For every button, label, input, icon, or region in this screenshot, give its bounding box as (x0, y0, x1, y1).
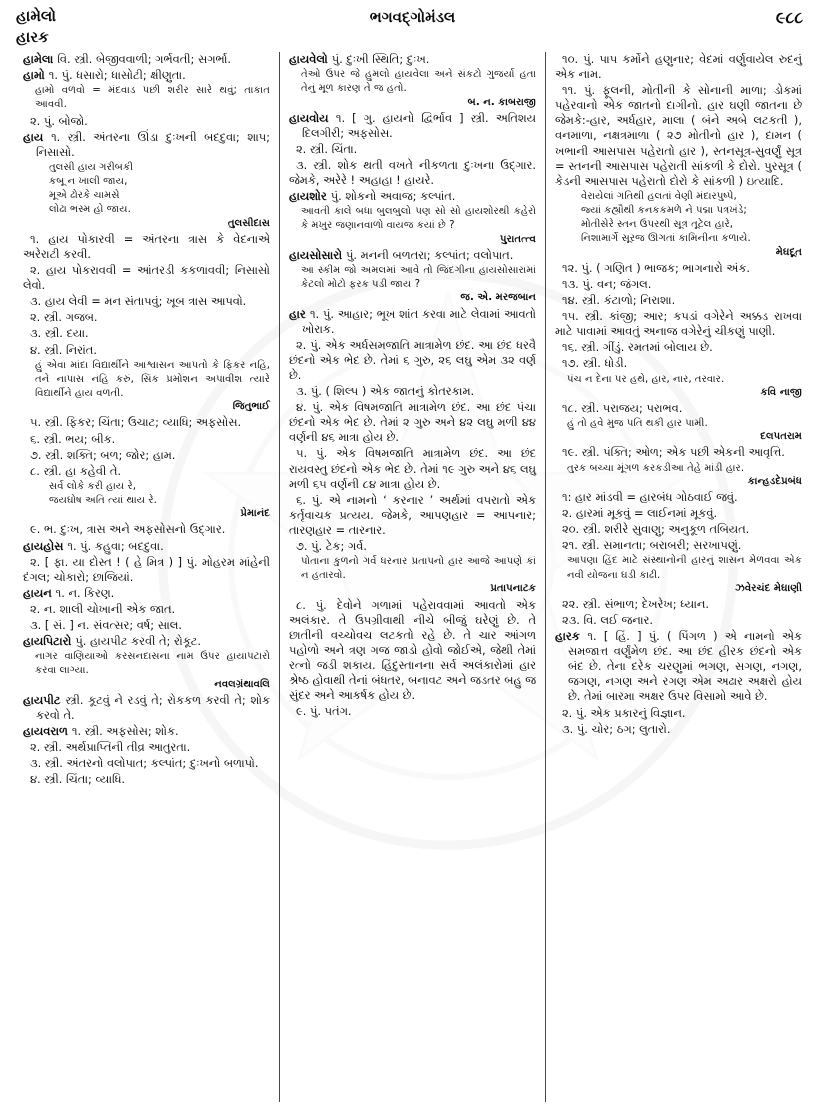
quotation-text: પંચ ન દેના પર હથે, હાર, નાર, તરવાર. (567, 373, 725, 385)
prose-quotation (23, 650, 270, 692)
verse-line: તુલસી હાય ગરીબકી (49, 161, 134, 173)
dictionary-entry (23, 586, 270, 601)
quotation-text: હું તો હવે મુજ પતિ થકી હાર પામી. (567, 418, 708, 430)
sense-definition (289, 493, 536, 538)
sense-text: ૩. [ સં. ] ન. સંવત્સર; વર્ષ; સાલ. (30, 618, 182, 632)
column-2 (279, 52, 545, 1102)
entry-headword: હામો (23, 68, 49, 83)
sense-definition (555, 722, 802, 737)
sense-definition (555, 401, 802, 416)
sense-text: ૩. પું. ( શિલ્પ ) એક જાતનું કોતરકામ. (296, 384, 475, 399)
entry-definition: ૧. સ્ત્રી. અંતરના ઊંડા દુઃખની બદદુવા; શાપ; નિસાસો. (36, 129, 270, 159)
sense-text: ૨. પું. બોજો. (30, 113, 88, 128)
column-1 (14, 52, 279, 1102)
sense-text: ૧૦. પું. પાપ કર્મોને હણુનાર; વેદમાં વર્ણુવાયેલ રુદનું એક નામ. (555, 52, 802, 82)
sense-text: ૧૯. સ્ત્રી. પંક્તિ; ઓળ; એક પછી એકની આવૃત્તિ. (562, 445, 785, 460)
sense-text: ૫. પું. એક વિષમજાતિ માત્રામેળ છંદ. આ છંદ રાયવસ્તુ છંદનો એક ભેદ છે. તેમાં ૧૯ ગુરુ અને ૪૬ લઘુ મળી ૬૫ વર્ણની ૮૪ માત્રા હોય છે. (289, 446, 536, 491)
sense-text: ૮. સ્ત્રી. હા કહેવી તે. (30, 463, 122, 478)
sense-text: ૧૮. સ્ત્રી. પરાજય; પરાભવ. (562, 400, 683, 415)
sense-text: ૧૫. સ્ત્રી. કાંજી; આર; કપડાં વગેરેને અક્કડ રાખવા માટે પાવામાં આવતું અનાજ વગેરેનું ચીકણું પાણી. (555, 309, 802, 339)
verse-line: મોતીસેરે સ્તન ઉપરથી સૂત્ર તૂટેલ હારે, (581, 219, 733, 231)
sense-definition (23, 294, 270, 309)
sense-definition (289, 446, 536, 491)
sense-text: ૯. પું. પતંગ. (296, 704, 352, 719)
sense-definition (23, 740, 270, 755)
sense-definition (289, 142, 536, 157)
prose-quotation (289, 555, 536, 597)
quotation-text: પોતાના કુળનો ગર્વ ધરનાર પ્રતાપનો હાર આજે આપણે કાં ન હતારવો. (301, 556, 536, 582)
verse-line: લોઢા ભસ્મ હો જાય. (49, 204, 131, 216)
sense-definition (555, 613, 802, 628)
sense-text: ૧: હાર માંડવી = હારબંધ ગોઠવાઈ જવું. (562, 489, 738, 504)
sense-definition (23, 432, 270, 447)
quotation-text: આ સ્કીમ જો અમલમાં આવે તો જિંદગીના હાયસોસારામાં કેટલો મોટો ફરક પડી જાય ? (301, 264, 536, 291)
sense-definition (23, 522, 270, 537)
entry-headword: હાયવરાળ (23, 723, 72, 738)
quotation-attribution: તુલસીદાસ (227, 217, 270, 229)
entry-definition: પું. હાયપીટ કરવી તે; રોકૂટ. (75, 634, 202, 649)
entry-definition: ૧. પું. ધસારો; ધાસોટી; ક્ષીણુતા. (48, 68, 186, 83)
dictionary-entry (289, 307, 536, 337)
quotation-text: આપણા હિંદ માટે સંસ્થાનોની હારનું શાસન મેળવવા એક નવી યોજના ઘડી કાઢી. (567, 555, 802, 581)
dictionary-entry (23, 693, 270, 723)
sense-definition (23, 415, 270, 430)
sense-text: ૧. હાય પોકારવી = અંતરના ત્રાસ કે વેદનાએ અરેરાટી કરવી. (23, 231, 270, 261)
entry-headword: હાર (289, 306, 310, 321)
sense-definition (289, 539, 536, 554)
sense-definition (555, 490, 802, 505)
entry-definition: ૧. [ ગુ. હાયનો દ્વિર્ભાવ ] સ્ત્રી. અતિશય દિલગીરી; અફસોસ. (302, 110, 536, 140)
entry-definition: પું. દુઃખી સ્થિતિ; દુઃખ. (331, 52, 430, 66)
quotation-attribution: કવિ નાજી (760, 386, 802, 398)
sense-definition (289, 598, 536, 704)
sense-definition (555, 706, 802, 721)
sense-definition (555, 309, 802, 339)
sense-definition (23, 114, 270, 129)
sense-definition (555, 293, 802, 308)
sense-text: ૭. પું. ટેક; ગર્વ. (296, 538, 367, 553)
sense-text: ૨. પું. એક પ્રકારનું વિજ્ઞાન. (562, 705, 686, 720)
running-head-left-line2: હારક (16, 28, 49, 46)
prose-quotation (555, 554, 802, 596)
sense-definition (289, 704, 536, 719)
sense-text: ૨૦. સ્ત્રી. શરીરે સુવાણુ; અનુકૂળ તબિયત. (562, 522, 750, 537)
entry-headword: હાયપીટ (23, 692, 66, 707)
quotation-attribution: મેઘદૂત (775, 246, 802, 258)
sense-text: ૧૨. પું. ( ગણિત ) ભાજક; ભાગનારો અંક. (562, 260, 750, 275)
quotation-attribution: જ. એ. મરજબાન (460, 292, 536, 304)
entry-definition: ૧. ન. કિરણ. (55, 585, 115, 600)
sense-definition (555, 83, 802, 189)
sense-text: ૨. ન. શાલી ચોખાની એક જાત. (30, 601, 176, 616)
sense-text: ૨. સ્ત્રી. ચિંતા. (296, 141, 358, 156)
sense-text: ૧૪. સ્ત્રી. કંટાળો; નિરાશા. (562, 293, 676, 308)
sense-definition (555, 597, 802, 612)
sense-text: ૬. સ્ત્રી. ભય; બીક. (30, 431, 116, 446)
sense-definition (555, 506, 802, 521)
sense-text: ૨૨. સ્ત્રી. સંભાળ; દેખરેખ; ધ્યાન. (562, 596, 709, 611)
entry-definition: સ્ત્રી. કૂટવું ને રડવું તે; રોકકળ કરવી તે; શોક કરવો તે. (36, 692, 271, 722)
sense-text: ૨. સ્ત્રી. ગજબ. (30, 310, 98, 325)
prose-quotation (23, 359, 270, 415)
sense-text: ૨. હાય પોકરાવવી = આંતરડી કકળાવવી; નિસાસો લેવો. (23, 263, 270, 293)
quotation-attribution: ઝવેરચંદ મેઘાણી (735, 582, 802, 594)
quotation-attribution: નવલગ્રંથાવલિ (214, 678, 270, 690)
column-container (14, 52, 811, 1102)
sense-definition (23, 310, 270, 325)
sense-definition (555, 356, 802, 371)
sense-definition (23, 602, 270, 617)
entry-definition: પું. મનની બળતરા; કલ્પાંત; વલોપાત. (346, 247, 514, 262)
sense-text: ૧૩. પું. વન; જંગલ. (562, 276, 652, 291)
entry-definition: પું. શોકનો અવાજ; કલ્પાંત. (330, 189, 456, 204)
sense-text: ૪. સ્ત્રી. ચિંતા; વ્યાધિ. (30, 772, 126, 787)
dictionary-entry (289, 248, 536, 263)
quotation-attribution: પ્રેમાનંદ (240, 508, 270, 520)
prose-quotation (555, 417, 802, 444)
sense-definition (555, 340, 802, 355)
entry-headword: હાયહોસ (23, 538, 68, 553)
sense-definition (289, 400, 536, 445)
dictionary-entry (23, 68, 270, 83)
quotation-text: તેઓ ઉપર જે હુમલો હાયવેલા અને સંકટો ગુજર્યા હતા તેનું મૂળ કારણ તે જ હતો. (301, 69, 536, 95)
quotation-text: નાગર વાણિયાઓ કરસનદાસના નામ ઉપર હાયાપટારો કરવા લાગ્યા. (35, 651, 270, 677)
quotation-text: આવતી કાલે બધા બુલબુલો પણ સો સો હાયશોરથી કહેરો કે મખુર જણાનવાળો વાયજ કયાં છે ? (301, 206, 536, 232)
quotation-attribution: જિતુભાઈ (232, 401, 270, 413)
sense-text: ૭. સ્ત્રી. શક્તિ; બળ; જોર; હામ. (30, 447, 176, 462)
dictionary-entry (23, 539, 270, 554)
running-head-left-line1: હામેલો (16, 7, 57, 25)
sense-text: ૪. પું. એક વિષમજાતિ માત્રામેળ છંદ. આ છંદ પંચા છંદનો એક ભેદ છે. તેમાં ૨ ગુરુ અને ૪૨ લઘુ મળી ૪૪ વર્ણની ૪૬ માત્રા હોય છે. (289, 400, 536, 445)
dictionary-entry (289, 111, 536, 141)
entry-definition: ૧. પું. આહાર; ભૂખ શાંત કરવા માટે લેવામાં આવતો ખોરાક. (302, 306, 537, 336)
entry-headword: હાયવોય (289, 110, 336, 125)
sense-text: ૩. હાય લેવી = મન સંતાપવું; ખૂબ ત્રાસ આપવો. (30, 294, 247, 309)
quotation-attribution: પ્રતાપનાટક (490, 583, 536, 595)
sense-definition (289, 338, 536, 383)
sense-definition (555, 538, 802, 553)
dictionary-entry (289, 189, 536, 204)
prose-quotation (289, 68, 536, 110)
sense-text: ૩. સ્ત્રી. અંતરનો વલોપાત; કલ્પાંત; દુઃખનો બળાપો. (30, 756, 259, 771)
entry-headword: હારક (555, 629, 588, 644)
page-number: ૯૮૮ (775, 8, 803, 27)
entry-headword: હામેલા (23, 52, 58, 66)
sense-definition (289, 384, 536, 399)
sense-text: ૨. સ્ત્રી. અર્થપ્રાપ્તિની તીવ્ર આતુરતા. (30, 740, 191, 755)
quotation-attribution: કાન્હડદેપ્રબંધ (747, 475, 802, 487)
sense-definition (555, 445, 802, 460)
verse-line: મૂએ ઢોરકે ચામસે (49, 190, 120, 202)
column-3 (545, 52, 811, 1102)
sense-definition (23, 756, 270, 771)
sense-text: ૬. પું. એ નામનો ‘ કરનાર ’ અર્થમાં વપરાતો એક કર્તૃવાચક પ્રત્યય. જેમકે, આપણહાર = આપનાર; તારણહાર = તારનાર. (289, 492, 536, 537)
prose-quotation (23, 84, 270, 112)
book-title: ભગવદ્ગોમંડલ (369, 8, 456, 26)
sense-text: ૨૧. સ્ત્રી. સમાનતા; બરાબરી; સરખાપણું. (562, 538, 742, 553)
sense-definition (555, 52, 802, 82)
sense-definition (23, 232, 270, 262)
sense-text: ૩. સ્ત્રી. શોક થતી વખતે નીકળતા દુઃખના ઉદ્ગાર. જેમકે, અરેરે ! અહાહા ! હાયરે. (289, 157, 536, 188)
quotation-text: હું એવા માંદા વિદ્યાર્થીને આશ્વાસન આપતો કે ફિકર નહિ, તને નાપાસ નહિ કરું, સિંક પ્રમોશન અપાવીશ ત્યારે વિદ્યાર્થીને હાય વળતી. (35, 359, 270, 400)
sense-text: ૩. પું. ચોર; ઠગ; લુતારો. (562, 721, 671, 736)
sense-text: ૯. ભ. દુઃખ, ત્રાસ અને અફસોસનો ઉદ્ગાર. (30, 522, 226, 537)
verse-line: નિશામાર્ગે સૂરજ ઊગતાં કામિનીના કળાયે. (581, 233, 751, 245)
sense-definition (23, 772, 270, 787)
entry-definition: વિ. સ્ત્રી. બેજીવવાળી; ગર્ભવતી; સગર્ભા. (57, 52, 232, 66)
verse-line: વેરાયેલાં ગતિથી હલતાં વેણી મંદારપુષ્પે, (581, 190, 737, 202)
verse-line: કબૂ ન ખાલી જાય, (49, 176, 128, 188)
dictionary-entry (555, 629, 802, 704)
prose-quotation (555, 373, 802, 400)
sense-definition (23, 555, 270, 585)
dictionary-entry (23, 130, 270, 160)
sense-text: ૨. હારમાં મૂકવું = લાઈનમાં મૂકવું. (562, 506, 718, 521)
sense-text: ૨. પું. એક અર્ધસમજાતિ માત્રામેળ છંદ. આ છંદ ધરવૈ છંદનો એક ભેદ છે. તેમાં ૬ ગુરુ, ૨૬ લઘુ એમ ૩૨ વર્ણ છે. (289, 337, 536, 382)
verse-quotation (555, 190, 802, 260)
sense-text: ૨. [ ફા. યા દોસ્ત ! ( હે મિત્ર ) ] પું. મોહરમ માંહેની દંગલ; ચોકારો; છાજિયાં. (23, 554, 270, 584)
sense-definition (23, 343, 270, 358)
dictionary-entry (23, 634, 270, 649)
sense-definition (289, 158, 536, 188)
quotation-text: હામો વળવો = મંદવાડ પછી શરીર સારે થવું; તાકાત આવવી. (35, 85, 270, 111)
sense-definition (555, 522, 802, 537)
prose-quotation (555, 462, 802, 489)
entry-headword: હાયન (23, 585, 56, 600)
quotation-attribution: બ. ન. કાબરાજી (467, 96, 536, 108)
sense-definition (555, 277, 802, 292)
verse-line: જયઘોષ અતિ ત્યાં થાય રે. (49, 495, 157, 507)
entry-headword: હાયશોર (289, 189, 331, 204)
quotation-attribution: પુરાતત્ત્વ (500, 233, 536, 245)
verse-quotation (23, 480, 270, 522)
sense-definition (23, 263, 270, 293)
running-head (0, 6, 825, 52)
sense-definition (23, 326, 270, 341)
entry-headword: હાય (23, 129, 52, 144)
quotation-attribution: દલપતરામ (760, 431, 802, 443)
prose-quotation (289, 205, 536, 247)
dictionary-entry (289, 52, 536, 67)
sense-text: ૧૬. સ્ત્રી. ગીંડું. રમતમાં બોલાય છે. (562, 340, 713, 355)
sense-text: ૨૩. વિ. લઈ જનાર. (562, 613, 654, 627)
verse-line: સર્વ લોકે કરી હાય રે, (49, 480, 136, 492)
prose-quotation (289, 264, 536, 306)
entry-headword: હાયપિટારો (23, 634, 76, 649)
sense-definition (23, 448, 270, 463)
sense-text: ૫. સ્ત્રી. ફિકર; ચિંતા; ઉચાટ; વ્યાધિ; અફસોસ. (30, 415, 242, 430)
entry-definition: ૧. પું. કહુવા; બદદુવા. (67, 538, 164, 553)
sense-text: ૩. સ્ત્રી. દયા. (30, 326, 89, 341)
entry-definition: ૧. સ્ત્રી. અફસોસ; શોક. (71, 723, 179, 738)
sense-definition (23, 618, 270, 633)
sense-text: ૧૭. સ્ત્રી. ધોડી. (562, 356, 628, 371)
sense-text: ૧૧. પું. ફૂલની, મોતીની કે સોનાની માળા; ડોકમાં પહેરવાનો એક જાતનો દાગીનો. હાર ઘણી જાતના છે જેમકે:-હાર, અર્ધહાર, માલા ( બંને અબે લટકતી ), વનમાળા, નક્ષત્રમાળા ( ૨૭ મોતીનો હાર ), દામન ( ખભાની આસપાસ પહેરાતો હાર ), સ્તનસૂત્ર-સુવર્ણું સૂત્ર = સ્તનની આસપાસ પહેરાતી સાંકળી કે દોરો. પુરસૂત્ર ( કેડની આસપાસ પહેરાતો દોરો કે સાંકળી ) ઇત્યાદિ. (555, 83, 802, 188)
sense-text: ૪. સ્ત્રી. નિરાંત. (30, 342, 97, 357)
sense-definition (23, 464, 270, 479)
dictionary-entry (23, 724, 270, 739)
entry-definition: ૧. [ હિં. ] પું. ( પિંગળ ) એ નામનો એક સમજાત્ત વર્ણુંમેળ છંદ. આ છંદ હીરક છંદનો એક બંદ છે. તેના દરેક ચરણુમાં ભગણ, સગણ, નગણ, જગણ, નગણ અને રગણ એમ અઢાર અક્ષરો હોય છે. તેમાં બારમા અક્ષર ઉપર વિસામો આવે છે. (568, 629, 802, 704)
sense-definition (555, 261, 802, 276)
verse-quotation (23, 161, 270, 231)
verse-line: જ્યાં કહ્યૌથી કનકકમળે ને પદ્મા પત્રખંડે; (581, 205, 747, 217)
dictionary-entry (23, 52, 270, 67)
sense-text: ૮. પું. દેવોને ગળામાં પહેરાવવામાં આવતો એક અલંકાર. તે ઉપગ્રીવાથી નીચે બીજું ઘરેણું છે. તે છાતીની વચ્ચોવચ લટકતો રહે છે. તે ચાર આંગળ પહોળો અને ત્રણ ગજ જાડો હોવો જોઈએ, જેથી તેમાં રત્નો જડી શકાય. હિંદુસ્તાનના સર્વ અલંકારોમાં હાર શ્રેષ્ઠ હોવાથી તેનાં બંધતર, બનાવટ અને જડતર બહુ જ સુંદર અને આકર્ષક હોય છે. (289, 597, 536, 703)
entry-headword: હાયવેલો (289, 52, 332, 66)
entry-headword: હાયસોસારો (289, 247, 347, 262)
quotation-text: તુરક બચ્ચા મૂંગળ કરકડીઆ તેહે માંડી હાર. (567, 462, 745, 474)
